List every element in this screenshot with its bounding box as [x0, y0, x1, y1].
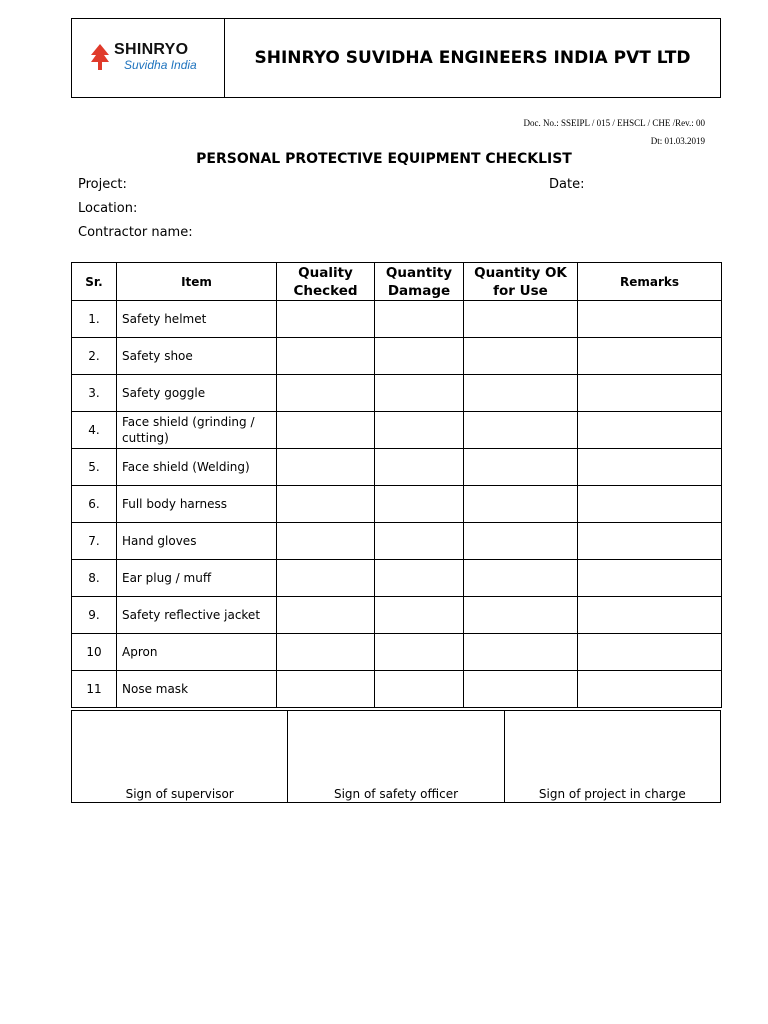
quantity-damage-cell[interactable] [375, 523, 464, 560]
quantity-ok-cell[interactable] [464, 671, 578, 708]
remarks-cell[interactable] [578, 560, 722, 597]
header-sr: Sr. [72, 263, 117, 301]
safety-officer-signature-box[interactable]: Sign of safety officer [288, 711, 504, 803]
quality-checked-cell[interactable] [277, 449, 375, 486]
quantity-damage-cell[interactable] [375, 597, 464, 634]
document-date: Dt: 01.03.2019 [650, 136, 705, 146]
quantity-ok-cell[interactable] [464, 486, 578, 523]
quantity-damage-cell[interactable] [375, 486, 464, 523]
ppe-checklist-table [71, 262, 722, 708]
logo-subtitle: Suvidha India [124, 58, 197, 72]
header-quality-checked: Quality Checked [277, 263, 375, 301]
row-sr: 11 [72, 671, 117, 708]
quantity-damage-cell[interactable] [375, 634, 464, 671]
table-header-row [72, 263, 722, 301]
quantity-damage-cell[interactable] [375, 671, 464, 708]
row-item: Safety reflective jacket [117, 597, 277, 634]
table-row [72, 301, 722, 338]
quantity-damage-cell[interactable] [375, 560, 464, 597]
row-item: Apron [117, 634, 277, 671]
quality-checked-cell[interactable] [277, 338, 375, 375]
header-quantity-damage: Quantity Damage [375, 263, 464, 301]
quality-checked-cell[interactable] [277, 301, 375, 338]
company-logo [72, 19, 225, 97]
row-sr: 8. [72, 560, 117, 597]
row-item: Full body harness [117, 486, 277, 523]
row-item: Hand gloves [117, 523, 277, 560]
header-item: Item [117, 263, 277, 301]
quantity-ok-cell[interactable] [464, 338, 578, 375]
quantity-ok-cell[interactable] [464, 597, 578, 634]
quantity-ok-cell[interactable] [464, 449, 578, 486]
quality-checked-cell[interactable] [277, 634, 375, 671]
quantity-damage-cell[interactable] [375, 449, 464, 486]
logo-name: SHINRYO [114, 41, 189, 58]
quality-checked-cell[interactable] [277, 375, 375, 412]
row-sr: 1. [72, 301, 117, 338]
document-number: Doc. No.: SSEIPL / 015 / EHSCL / CHE /Rev.: 00 [523, 118, 705, 128]
table-row [72, 560, 722, 597]
row-sr: 4. [72, 412, 117, 449]
remarks-cell[interactable] [578, 486, 722, 523]
quality-checked-cell[interactable] [277, 560, 375, 597]
row-item: Safety helmet [117, 301, 277, 338]
quantity-ok-cell[interactable] [464, 560, 578, 597]
remarks-cell[interactable] [578, 523, 722, 560]
quantity-ok-cell[interactable] [464, 634, 578, 671]
quantity-damage-cell[interactable] [375, 375, 464, 412]
table-row [72, 671, 722, 708]
location-label: Location: [78, 201, 138, 216]
quantity-ok-cell[interactable] [464, 301, 578, 338]
row-sr: 5. [72, 449, 117, 486]
quantity-damage-cell[interactable] [375, 301, 464, 338]
row-item: Ear plug / muff [117, 560, 277, 597]
remarks-cell[interactable] [578, 671, 722, 708]
remarks-cell[interactable] [578, 301, 722, 338]
quantity-ok-cell[interactable] [464, 412, 578, 449]
remarks-cell[interactable] [578, 338, 722, 375]
document-header [71, 18, 721, 98]
project-label: Project: [78, 177, 127, 192]
table-row [72, 412, 722, 449]
table-row [72, 486, 722, 523]
remarks-cell[interactable] [578, 597, 722, 634]
row-sr: 7. [72, 523, 117, 560]
date-label: Date: [549, 177, 585, 192]
quality-checked-cell[interactable] [277, 523, 375, 560]
quality-checked-cell[interactable] [277, 412, 375, 449]
quality-checked-cell[interactable] [277, 597, 375, 634]
contractor-label: Contractor name: [78, 225, 193, 240]
table-row [72, 338, 722, 375]
row-sr: 10 [72, 634, 117, 671]
quality-checked-cell[interactable] [277, 486, 375, 523]
row-item: Safety shoe [117, 338, 277, 375]
row-sr: 2. [72, 338, 117, 375]
header-remarks: Remarks [578, 263, 722, 301]
shinryo-logo-icon [91, 44, 109, 70]
row-item: Nose mask [117, 671, 277, 708]
remarks-cell[interactable] [578, 412, 722, 449]
quality-checked-cell[interactable] [277, 671, 375, 708]
row-item: Safety goggle [117, 375, 277, 412]
remarks-cell[interactable] [578, 634, 722, 671]
row-sr: 3. [72, 375, 117, 412]
row-item: Face shield (grinding / cutting) [117, 412, 277, 449]
table-row [72, 523, 722, 560]
quantity-damage-cell[interactable] [375, 412, 464, 449]
row-sr: 9. [72, 597, 117, 634]
table-row [72, 375, 722, 412]
table-row [72, 449, 722, 486]
company-name: SHINRYO SUVIDHA ENGINEERS INDIA PVT LTD [254, 48, 691, 68]
remarks-cell[interactable] [578, 375, 722, 412]
quantity-damage-cell[interactable] [375, 338, 464, 375]
row-item: Face shield (Welding) [117, 449, 277, 486]
quantity-ok-cell[interactable] [464, 523, 578, 560]
page-title: PERSONAL PROTECTIVE EQUIPMENT CHECKLIST [196, 151, 572, 167]
remarks-cell[interactable] [578, 449, 722, 486]
table-row [72, 634, 722, 671]
quantity-ok-cell[interactable] [464, 375, 578, 412]
header-quantity-ok: Quantity OK for Use [464, 263, 578, 301]
supervisor-signature-box[interactable]: Sign of supervisor [72, 711, 288, 803]
row-sr: 6. [72, 486, 117, 523]
signature-table [71, 710, 721, 803]
table-row [72, 597, 722, 634]
project-in-charge-signature-box[interactable]: Sign of project in charge [504, 711, 720, 803]
